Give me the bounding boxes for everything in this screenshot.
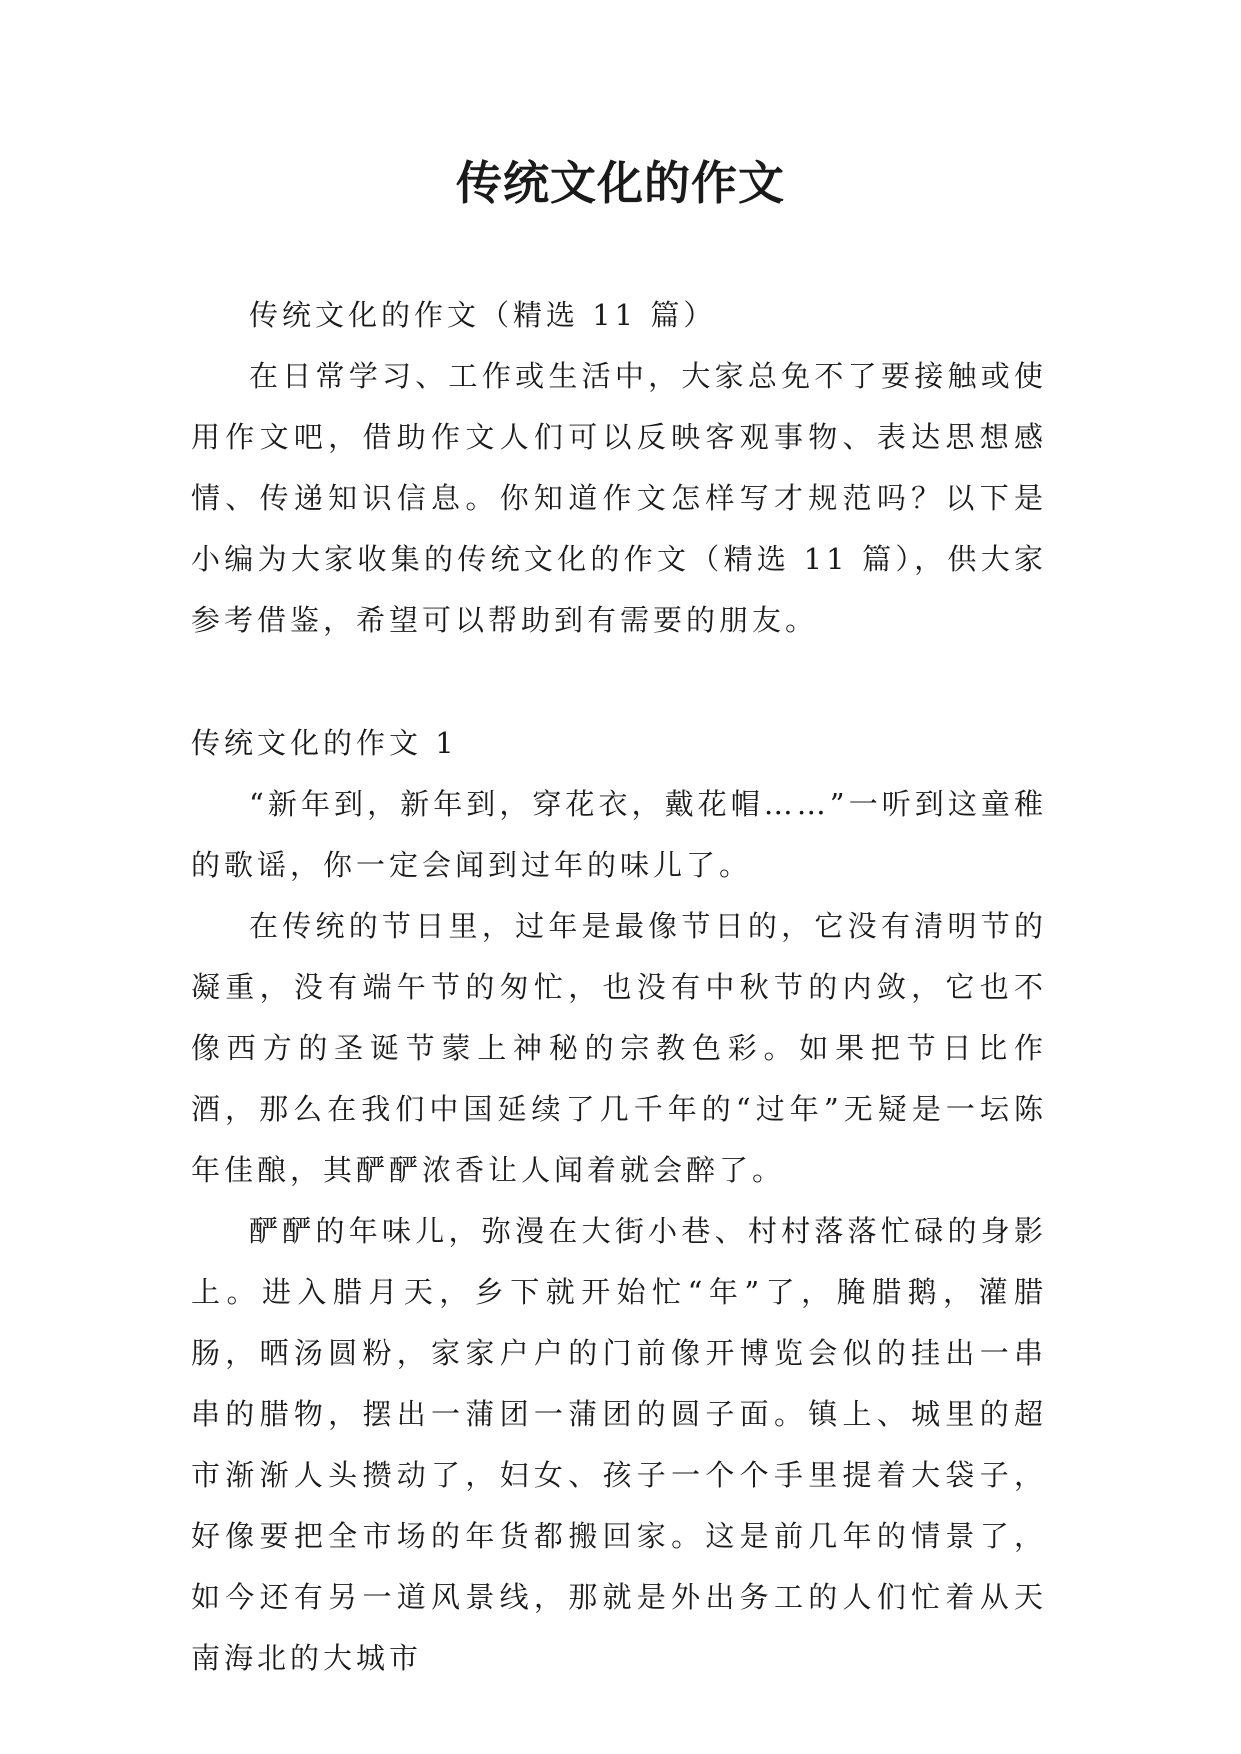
section-heading: 传统文化的作文 1 (191, 726, 458, 760)
body-paragraph-3: 酽酽的年味儿，弥漫在大街小巷、村村落落忙碌的身影上。进入腊月天，乡下就开始忙“年”了，腌腊鹅，灌腊肠，晒汤圆粉，家家户户的门前像开博览会似的挂出一串串的腊物，摆出一蒲团一蒲团的圆子面。镇上、城里的超市渐渐人头攒动了，妇女、孩子一个个手里提着大袋子，好像要把全市场的年货都搬回家。这是前几年的情景了，如今还有另一道风景线，那就是外出务工的人们忙着从天南海北的大城市 (191, 1214, 1047, 1675)
document-subtitle: 传统文化的作文（精选 11 篇） (249, 298, 717, 332)
document-body (191, 285, 1047, 1689)
document-title: 传统文化的作文 (456, 156, 785, 210)
intro-paragraph: 在日常学习、工作或生活中，大家总免不了要接触或使用作文吧，借助作文人们可以反映客观事物、表达思想感情、传递知识信息。你知道作文怎样写才规范吗？以下是小编为大家收集的传统文化的作文（精选 11 篇），供大家参考借鉴，希望可以帮助到有需要的朋友。 (191, 359, 1047, 637)
body-paragraph-2: 在传统的节日里，过年是最像节日的，它没有清明节的凝重，没有端午节的匆忙，也没有中秋节的内敛，它也不像西方的圣诞节蒙上神秘的宗教色彩。如果把节日比作酒，那么在我们中国延续了几千年的“过年”无疑是一坛陈年佳酿，其酽酽浓香让人闻着就会醉了。 (191, 909, 1047, 1187)
body-paragraph-1: “新年到，新年到，穿花衣，戴花帽……”一听到这童稚的歌谣，你一定会闻到过年的味儿了。 (191, 787, 1047, 882)
section-spacer (191, 651, 1047, 713)
